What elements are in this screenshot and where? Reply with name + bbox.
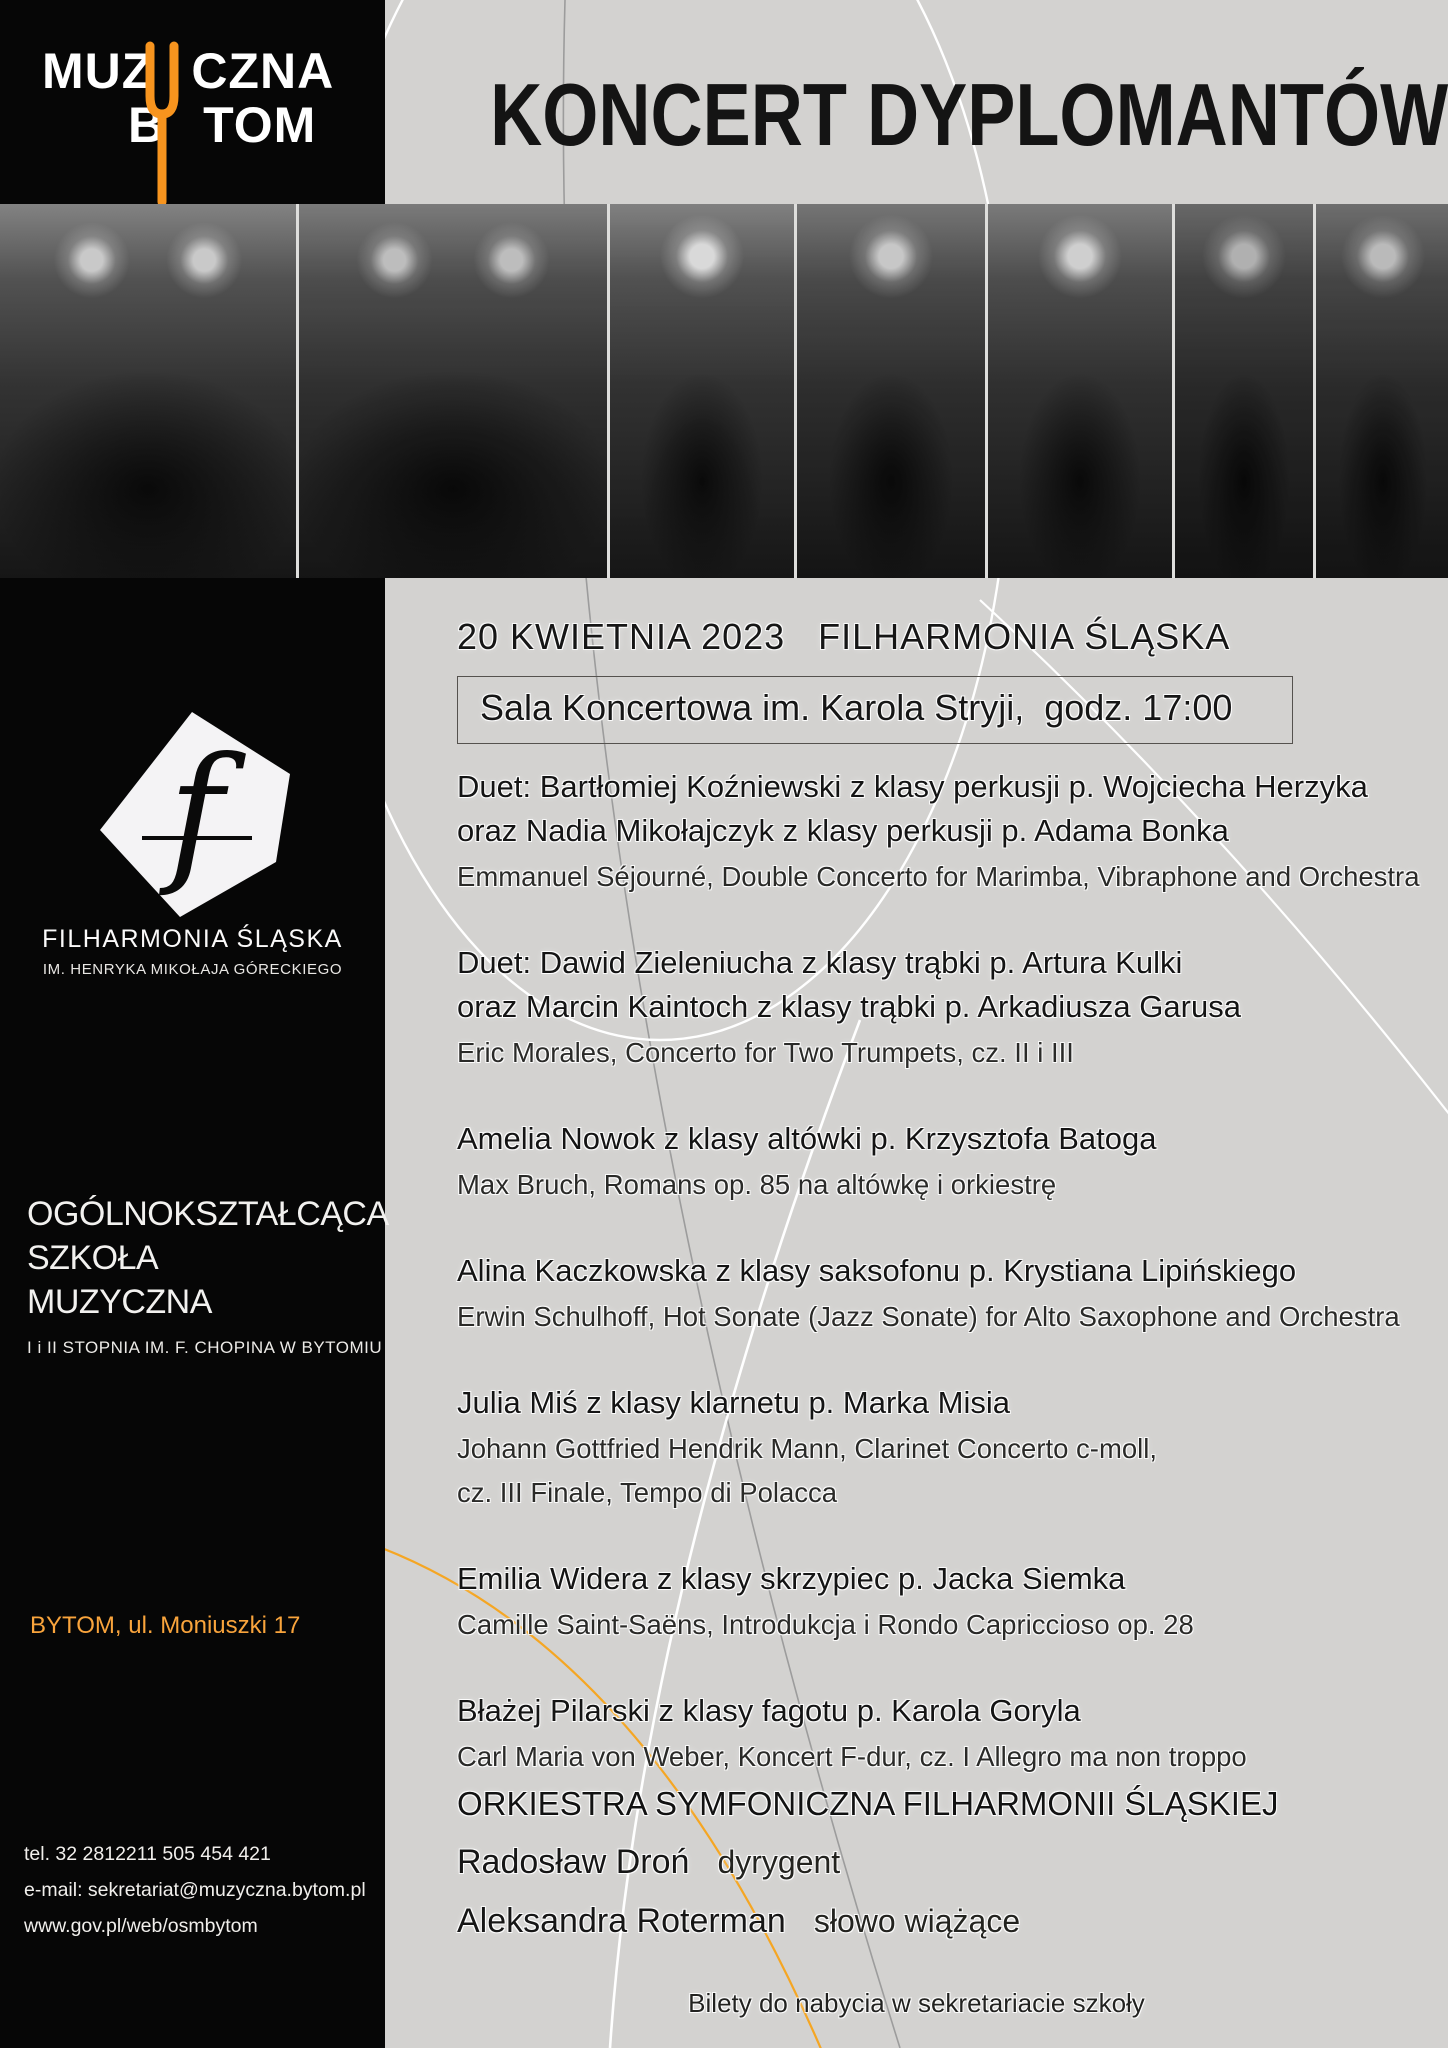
- piece-line: Camille Saint-Saëns, Introdukcja i Rondo Capriccioso op. 28: [457, 1609, 1194, 1640]
- contact-website: www.gov.pl/web/osmbytom: [24, 1915, 258, 1937]
- performer-line: oraz Marcin Kaintoch z klasy trąbki p. Arkadiusza Garusa: [457, 989, 1241, 1024]
- school-name-line: OGÓLNOKSZTAŁCĄCA: [27, 1195, 389, 1233]
- venue-box: Sala Koncertowa im. Karola Stryji, godz. 17:00: [457, 676, 1293, 744]
- finale-block: [457, 1785, 1279, 1941]
- musician-photo: [299, 204, 607, 578]
- program-entry: [457, 1117, 1422, 1205]
- program-entry: [457, 1689, 1422, 1777]
- piece-line: Emmanuel Séjourné, Double Concerto for Marimba, Vibraphone and Orchestra: [457, 861, 1420, 892]
- program-entry: [457, 765, 1422, 897]
- conductor-line: [457, 1843, 1279, 1882]
- school-name: [27, 1192, 389, 1324]
- performer-line: Duet: Bartłomiej Koźniewski z klasy perkusji p. Wojciecha Herzyka: [457, 769, 1368, 804]
- contact-email: e-mail: sekretariat@muzyczna.bytom.pl: [24, 1879, 366, 1901]
- performer-line: oraz Nadia Mikołajczyk z klasy perkusji p. Adama Bonka: [457, 813, 1229, 848]
- tickets-note: Bilety do nabycia w sekretariacie szkoły: [688, 1988, 1145, 2018]
- contact-phone: tel. 32 2812211 505 454 421: [24, 1843, 271, 1865]
- poster-title-wrap: [385, 64, 1448, 166]
- performer-line: Emilia Widera z klasy skrzypiec p. Jacka Siemka: [457, 1561, 1126, 1596]
- filharmonia-name: FILHARMONIA ŚLĄSKA: [42, 925, 343, 953]
- contact-block: [24, 1836, 366, 1944]
- performer-line: Duet: Dawid Zieleniucha z klasy trąbki p. Artura Kulki: [457, 945, 1183, 980]
- orchestra-name: ORKIESTRA SYMFONICZNA FILHARMONII ŚLĄSKIEJ: [457, 1785, 1279, 1822]
- narrator-role: słowo wiążące: [813, 1903, 1021, 1939]
- school-name-line: MUZYCZNA: [27, 1283, 212, 1321]
- conductor-name: Radosław Droń: [457, 1843, 690, 1881]
- muzyczna-bytom-logo: [42, 44, 334, 152]
- photo-strip: [0, 204, 1448, 578]
- program-entry: [457, 1557, 1422, 1645]
- poster-title: KONCERT DYPLOMANTÓW: [490, 65, 1448, 164]
- musician-photo: [988, 204, 1172, 578]
- program-list: [457, 765, 1422, 1821]
- piece-line: Erwin Schulhoff, Hot Sonate (Jazz Sonate) for Alto Saxophone and Orchestra: [457, 1301, 1400, 1332]
- filharmonia-pentagon-icon: [100, 712, 290, 917]
- logo-line-1: MUZ CZNA: [42, 43, 335, 99]
- musician-photo: [797, 204, 985, 578]
- program-entry: [457, 941, 1422, 1073]
- performer-line: Amelia Nowok z klasy altówki p. Krzysztofa Batoga: [457, 1121, 1157, 1156]
- logo-line-2: B TOM: [128, 97, 317, 153]
- musician-photo: [0, 204, 296, 578]
- piece-line: Eric Morales, Concerto for Two Trumpets, cz. II i III: [457, 1037, 1074, 1068]
- event-date-line: 20 KWIETNIA 2023 FILHARMONIA ŚLĄSKA: [457, 616, 1231, 657]
- narrator-line: [457, 1902, 1279, 1941]
- musician-photo: [1316, 204, 1448, 578]
- musician-photo: [1175, 204, 1313, 578]
- program-entry: [457, 1381, 1422, 1513]
- conductor-role: dyrygent: [717, 1844, 841, 1880]
- performer-line: Błażej Pilarski z klasy fagotu p. Karola Goryla: [457, 1693, 1081, 1728]
- narrator-name: Aleksandra Roterman: [457, 1902, 786, 1940]
- piece-line: Johann Gottfried Hendrik Mann, Clarinet Concerto c-moll,: [457, 1433, 1158, 1464]
- performer-line: Julia Miś z klasy klarnetu p. Marka Misia: [457, 1385, 1010, 1420]
- school-name-subtitle: I i II STOPNIA IM. F. CHOPINA W BYTOMIU: [27, 1338, 383, 1357]
- piece-line: Max Bruch, Romans op. 85 na altówkę i orkiestrę: [457, 1169, 1057, 1200]
- piece-line: cz. III Finale, Tempo di Polacca: [457, 1477, 838, 1508]
- piece-line: Carl Maria von Weber, Koncert F-dur, cz. I Allegro ma non troppo: [457, 1741, 1247, 1772]
- school-name-line: SZKOŁA: [27, 1239, 159, 1277]
- filharmonia-subtitle: IM. HENRYKA MIKOŁAJA GÓRECKIEGO: [42, 961, 343, 978]
- performer-line: Alina Kaczkowska z klasy saksofonu p. Krystiana Lipińskiego: [457, 1253, 1297, 1288]
- program-entry: [457, 1249, 1422, 1337]
- tuning-fork-icon: [142, 40, 182, 212]
- school-address: BYTOM, ul. Moniuszki 17: [30, 1612, 301, 1639]
- svg-text:f: f: [168, 726, 224, 900]
- musician-photo: [610, 204, 794, 578]
